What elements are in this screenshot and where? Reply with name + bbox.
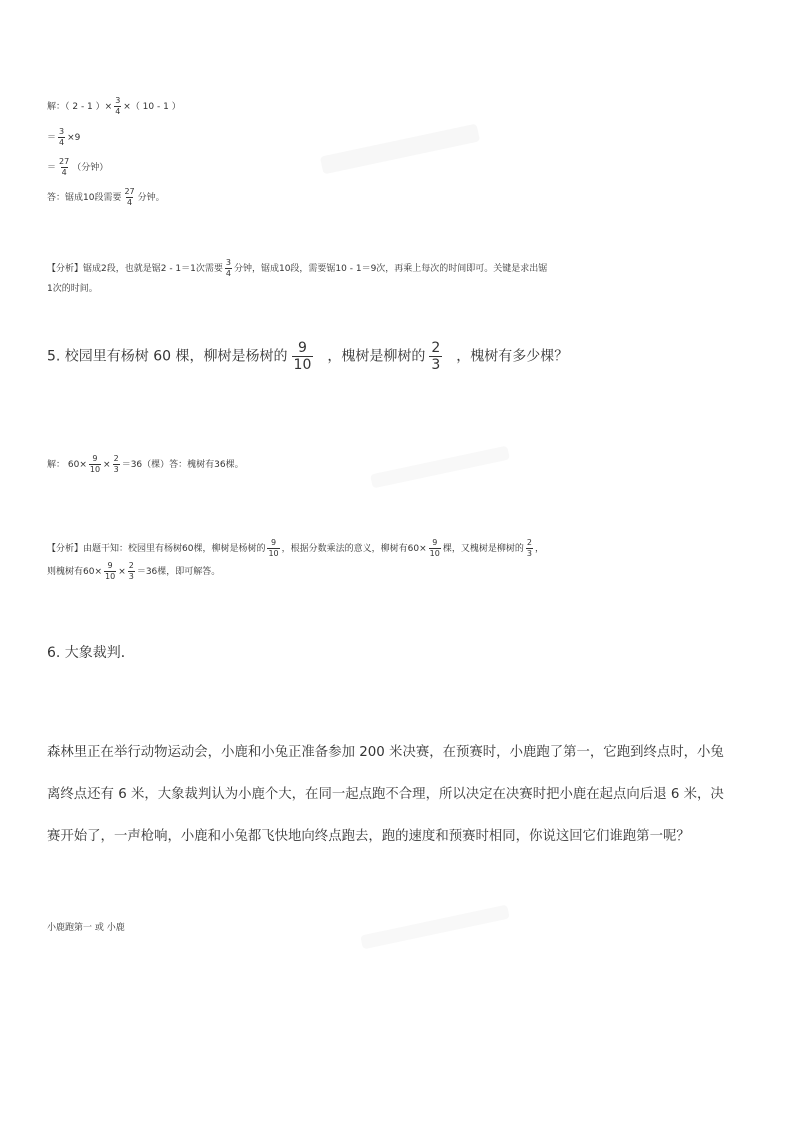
fraction: $\frac{27}{4}$ [59,157,70,177]
solution-line-3: ＝ $\frac{27}{4}$ （分钟） [47,157,109,177]
question-6-paragraph-line-2: 离终点还有 6 米，大象裁判认为小鹿个大，在同一起点跑不合理，所以决定在决赛时把小鹿在起点向后退 6 米，决 [47,787,724,802]
solution-line-2: ＝ $\frac{3}{4}$ ×9 [47,127,81,147]
watermark [320,124,480,175]
question-6-paragraph-line-3: 赛开始了，一声枪响，小鹿和小兔都飞快地向终点跑去，跑的速度和预赛时相同，你说这回它们谁跑第一呢？ [47,829,690,844]
fraction: $\frac{2}{3}$ [113,454,119,474]
fraction: $\frac{9}{10}$ [89,454,101,474]
analysis-5-line-1: 【分析】由题干知：校园里有杨树60棵，柳树是杨树的 $\frac{9}{10}$ ，根据分数乘法的意义，柳树有60× $\frac{9}{10}$ 棵，又槐树是柳树的 $\frac{2}{3}$ ， [47,538,544,558]
solution-line-1: 解：（ 2 - 1 ）× $\frac{3}{4}$ ×（ 10 - 1 ） [47,96,181,116]
analysis-5-line-2: 则槐树有60× $\frac{9}{10}$ × $\frac{2}{3}$ ＝36棵，即可解答。 [47,561,221,581]
analysis-line-1: 【分析】锯成2段，也就是锯2 - 1＝1次需要 $\frac{3}{4}$ 分钟，锯成10段，需要锯10 - 1＝9次，再乘上每次的时间即可。关键是求出锯 [47,258,548,278]
fraction: $\frac{3}{4}$ [115,96,121,116]
question-5: 5. 校园里有杨树 60 棵，柳树是杨树的 $\frac{9}{10}$ ，槐树是柳树的 $\frac{2}{3}$ ，槐树有多少棵？ [47,340,569,373]
analysis-line-2: 1次的时间。 [47,284,98,294]
fraction: $\frac{3}{4}$ [225,258,231,278]
fraction: $\frac{9}{10}$ [105,561,116,581]
answer-5: 解： 60× $\frac{9}{10}$ × $\frac{2}{3}$ ＝36（棵）答：槐树有36棵。 [47,454,244,474]
fraction: $\frac{9}{10}$ [268,538,279,558]
watermark [360,905,510,950]
fraction: $\frac{2}{3}$ [431,340,441,373]
question-6-title: 6. 大象裁判． [47,645,135,661]
fraction: $\frac{9}{10}$ [429,538,440,558]
watermark [370,446,510,489]
fraction: $\frac{27}{4}$ [124,187,135,207]
answer-6: 小鹿跑第一 或 小鹿 [47,923,125,933]
fraction: $\frac{2}{3}$ [526,538,532,558]
question-6-paragraph-line-1: 森林里正在举行动物运动会，小鹿和小兔正准备参加 200 米决赛，在预赛时，小鹿跑了第一，它跑到终点时，小兔 [47,745,724,760]
fraction: $\frac{9}{10}$ [293,340,312,373]
answer-line: 答：锯成10段需要 $\frac{27}{4}$ 分钟。 [47,187,165,207]
fraction: $\frac{3}{4}$ [59,127,65,147]
fraction: $\frac{2}{3}$ [128,561,134,581]
